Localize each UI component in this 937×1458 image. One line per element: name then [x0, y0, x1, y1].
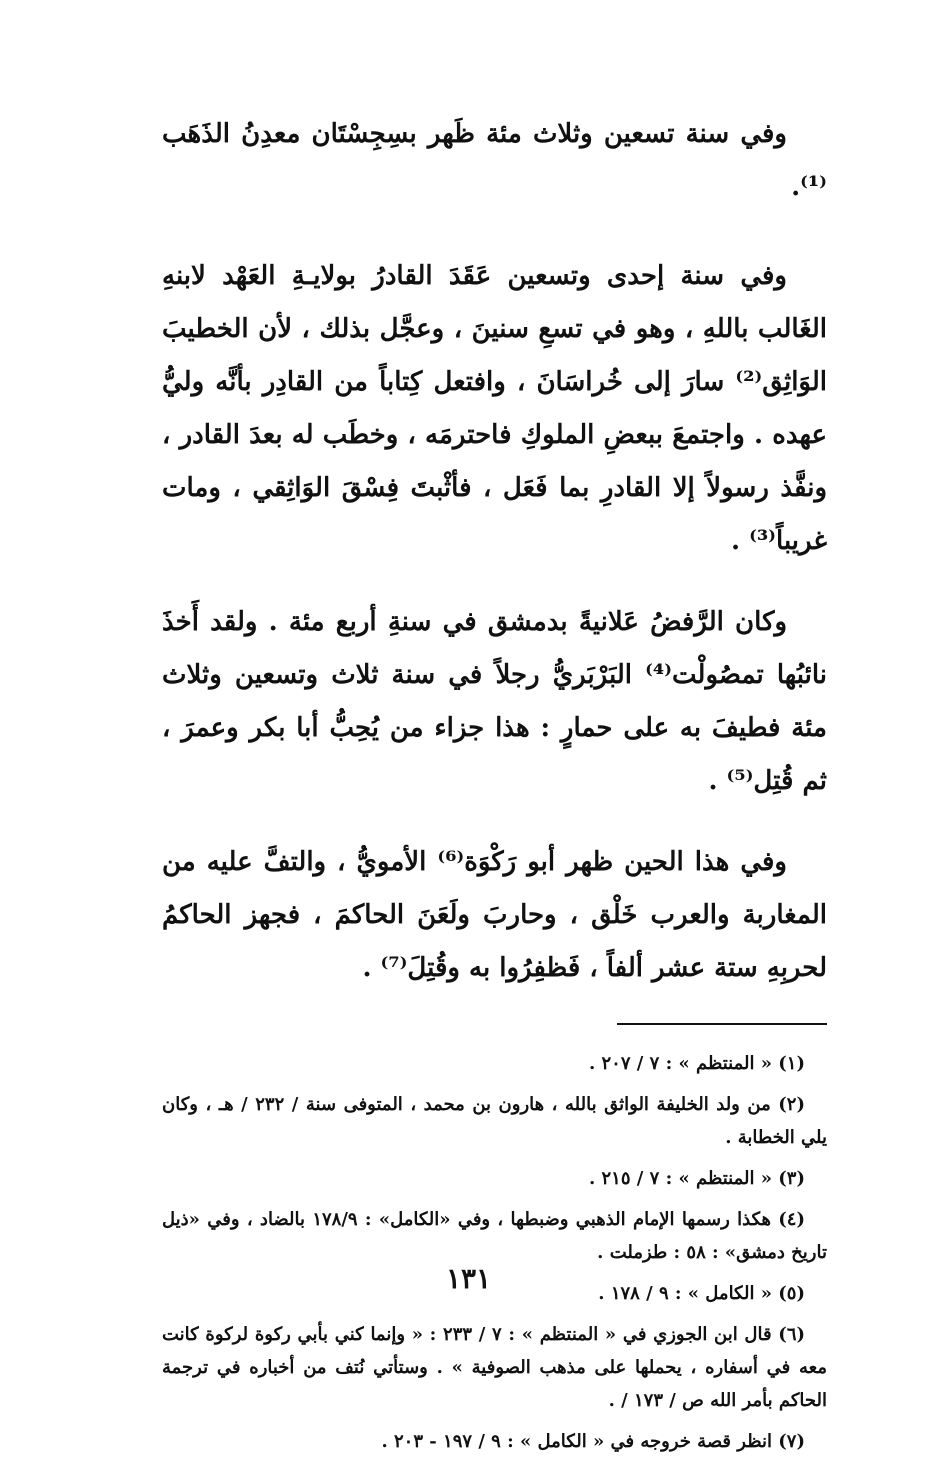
footnote-6: (٦) قال ابن الجوزي في « المنتظم » : ٧ / ٢٣٣ : « وإنما كني بأبي ركوة لركوة كانت معه في أسفاره ، يحملها على مذهب الصوفية » . وستأتي نُتف من أخباره في ترجمة الحاكم بأمر الله ص / ١٧٣ / .: [162, 1324, 827, 1411]
footnote-3: (٣) « المنتظم » : ٧ / ٢١٥ .: [588, 1168, 805, 1189]
paragraph-4: وفي هذا الحين ظهر أبو رَكْوَة⁽⁶⁾ الأمويُّ ، والتفَّ عليه من المغاربة والعرب خَلْق ، وحاربَ ولَعَنَ الحاكمَ ، فجهز الحاكمُ لحربِهِ ستة عشر ألفاً ، فَظفِرُوا به وقُتِلَ⁽⁷⁾ .: [162, 847, 827, 983]
footnote-5: (٥) « الكامل » : ٩ / ١٧٨ .: [598, 1283, 805, 1304]
main-text: [162, 108, 827, 995]
paragraph-1: وفي سنة تسعين وثلاث مئة ظَهر بسِجِسْتَان معدِنُ الذَهَب ⁽¹⁾.: [162, 119, 827, 202]
paragraph-3: وكان الرَّفضُ عَلانيةً بدمشق في سنةِ أربع مئة . ولقد أَخذَ نائبُها تمصُولْت⁽⁴⁾ البَرْبَريُّ رجلاً في سنة ثلاث وتسعين وثلاث مئة فطيفَ به على حمارٍ : هذا جزاء من يُحِبُّ أبا بكر وعمرَ ، ثم قُتِل⁽⁵⁾ .: [162, 607, 827, 796]
footnote-1: (١) « المنتظم » : ٧ / ٢٠٧ .: [588, 1053, 805, 1074]
footnote-4: (٤) هكذا رسمها الإمام الذهبي وضبطها ، وفي «الكامل» : ١٧٨/٩ بالضاد ، وفي «ذيل تاريخ دمشق» : ٥٨ : طزملت .: [162, 1209, 827, 1263]
footnotes: [162, 1047, 827, 1458]
footnote-2: (٢) من ولد الخليفة الواثق بالله ، هارون بن محمد ، المتوفى سنة / ٢٣٢ / هـ ، وكان يلي الخطابة .: [162, 1094, 827, 1148]
page-number: ١٣١: [445, 1262, 492, 1295]
paragraph-2: وفي سنة إحدى وتسعين عَقَدَ القادرُ بولايـةِ العَهْد لابنهِ الغَالب باللهِ ، وهو في تسعِ سنينَ ، وعجَّل بذلك ، لأن الخطيبَ الوَاثِق⁽²⁾ سارَ إلى خُراسَانَ ، وافتعل كِتاباً من القادِر بأنَّه وليُّ عهده . واجتمعَ ببعضِ الملوكِ فاحترمَه ، وخطَب له بعدَ القادر ، ونفَّذ رسولاً إلا القادرِ بما فَعَل ، فأثْبتَ فِسْقَ الوَاثِقي ، ومات غريباً⁽³⁾ .: [162, 261, 827, 556]
footnote-7: (٧) انظر قصة خروجه في « الكامل » : ٩ / ١٩٧ - ٢٠٣ .: [381, 1431, 805, 1452]
footnote-divider: [617, 1023, 827, 1025]
